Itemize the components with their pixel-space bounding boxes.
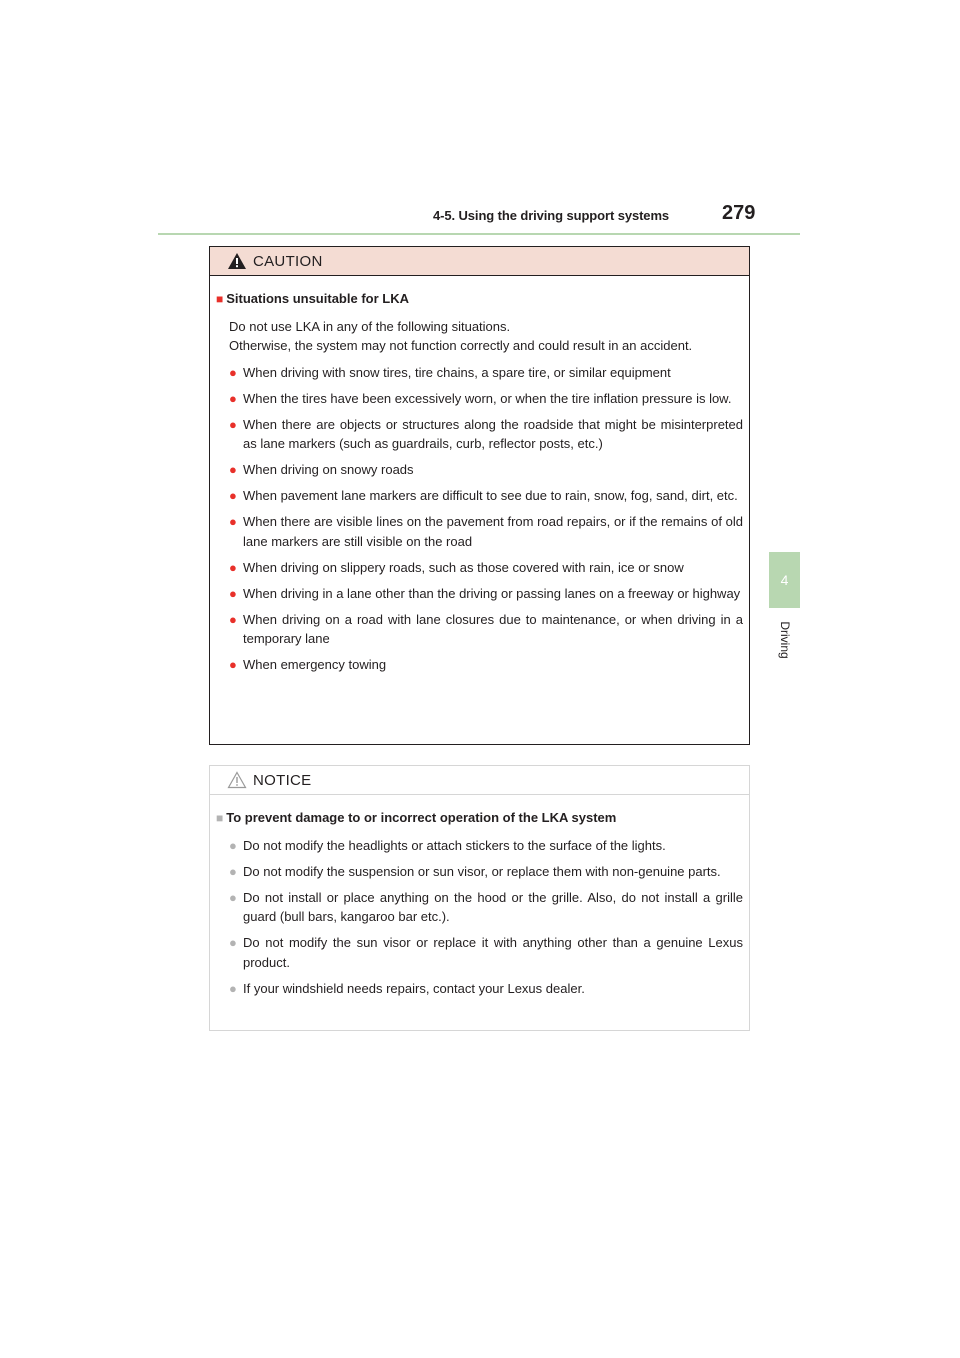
notice-section-title-text: To prevent damage to or incorrect operation of the LKA system xyxy=(226,810,617,825)
notice-body xyxy=(210,795,749,998)
list-item: ● When there are visible lines on the pavement from road repairs, or if the remains of old lane markers are still visible on the road xyxy=(229,514,743,549)
list-item: ● When driving on slippery roads, such as those covered with rain, ice or snow xyxy=(229,558,743,578)
circle-bullet-icon: ● xyxy=(229,889,237,905)
warning-triangle-outline-icon xyxy=(227,771,247,789)
caution-intro xyxy=(216,317,743,356)
warning-triangle-icon xyxy=(227,252,247,270)
page-number: 279 xyxy=(722,202,756,224)
circle-bullet-icon: ● xyxy=(229,559,237,575)
circle-bullet-icon: ● xyxy=(229,935,237,950)
list-item: ● When driving in a lane other than the driving or passing lanes on a freeway or highway xyxy=(229,584,743,604)
notice-box xyxy=(209,765,750,1031)
square-bullet-icon: ■ xyxy=(216,811,224,825)
chapter-label: Driving xyxy=(778,621,792,659)
circle-bullet-icon: ● xyxy=(229,611,237,627)
list-item: ● Do not install or place anything on the hood or the grille. Also, do not install a grille guard (bull bars, kangaroo bar etc.). xyxy=(229,889,743,924)
caution-header xyxy=(210,247,749,276)
list-item: ● Do not modify the headlights or attach stickers to the surface of the lights. xyxy=(229,836,743,856)
list-item: ● When driving on snowy roads xyxy=(229,460,743,480)
circle-bullet-icon: ● xyxy=(229,863,237,879)
circle-bullet-icon: ● xyxy=(229,364,237,380)
caution-body xyxy=(210,276,749,675)
chapter-number: 4 xyxy=(780,572,789,588)
notice-list xyxy=(216,836,743,999)
list-item: ● When driving on a road with lane closures due to maintenance, or when driving in a temporary lane xyxy=(229,611,743,646)
circle-bullet-icon: ● xyxy=(229,980,237,996)
notice-header xyxy=(210,766,749,795)
header-divider xyxy=(158,233,800,235)
circle-bullet-icon: ● xyxy=(229,488,237,503)
caution-section-title xyxy=(216,289,743,310)
chapter-tab xyxy=(769,552,800,608)
notice-label: NOTICE xyxy=(253,771,312,789)
circle-bullet-icon: ● xyxy=(229,462,237,477)
circle-bullet-icon: ● xyxy=(229,416,237,432)
caution-box xyxy=(209,246,750,745)
circle-bullet-icon: ● xyxy=(229,585,237,601)
caution-list xyxy=(216,363,743,675)
list-item: ● When driving with snow tires, tire chains, a spare tire, or similar equipment xyxy=(229,363,743,383)
caution-label: CAUTION xyxy=(253,252,323,270)
circle-bullet-icon: ● xyxy=(229,514,237,529)
circle-bullet-icon: ● xyxy=(229,390,237,406)
caution-intro-line: Otherwise, the system may not function correctly and could result in an accident. xyxy=(229,338,693,353)
list-item: ● When emergency towing xyxy=(229,655,743,675)
caution-intro-line: Do not use LKA in any of the following situations. xyxy=(229,318,511,334)
caution-section-title-text: Situations unsuitable for LKA xyxy=(226,291,409,306)
list-item: ● Do not modify the sun visor or replace it with anything other than a genuine Lexus product. xyxy=(229,935,743,970)
circle-bullet-icon: ● xyxy=(229,837,237,853)
list-item: ● When there are objects or structures along the roadside that might be misinterpreted as lane markers (such as guardrails, curb, reflector posts, etc.) xyxy=(229,416,743,451)
section-heading: 4-5. Using the driving support systems xyxy=(433,208,670,223)
list-item: ● If your windshield needs repairs, contact your Lexus dealer. xyxy=(229,979,743,999)
notice-section-title xyxy=(216,808,743,829)
list-item: ● When the tires have been excessively worn, or when the tire inflation pressure is low. xyxy=(229,389,743,409)
square-bullet-icon: ■ xyxy=(216,292,224,306)
circle-bullet-icon: ● xyxy=(229,657,237,672)
list-item: ● When pavement lane markers are difficult to see due to rain, snow, fog, sand, dirt, etc. xyxy=(229,486,743,506)
list-item: ● Do not modify the suspension or sun visor, or replace them with non-genuine parts. xyxy=(229,862,743,882)
